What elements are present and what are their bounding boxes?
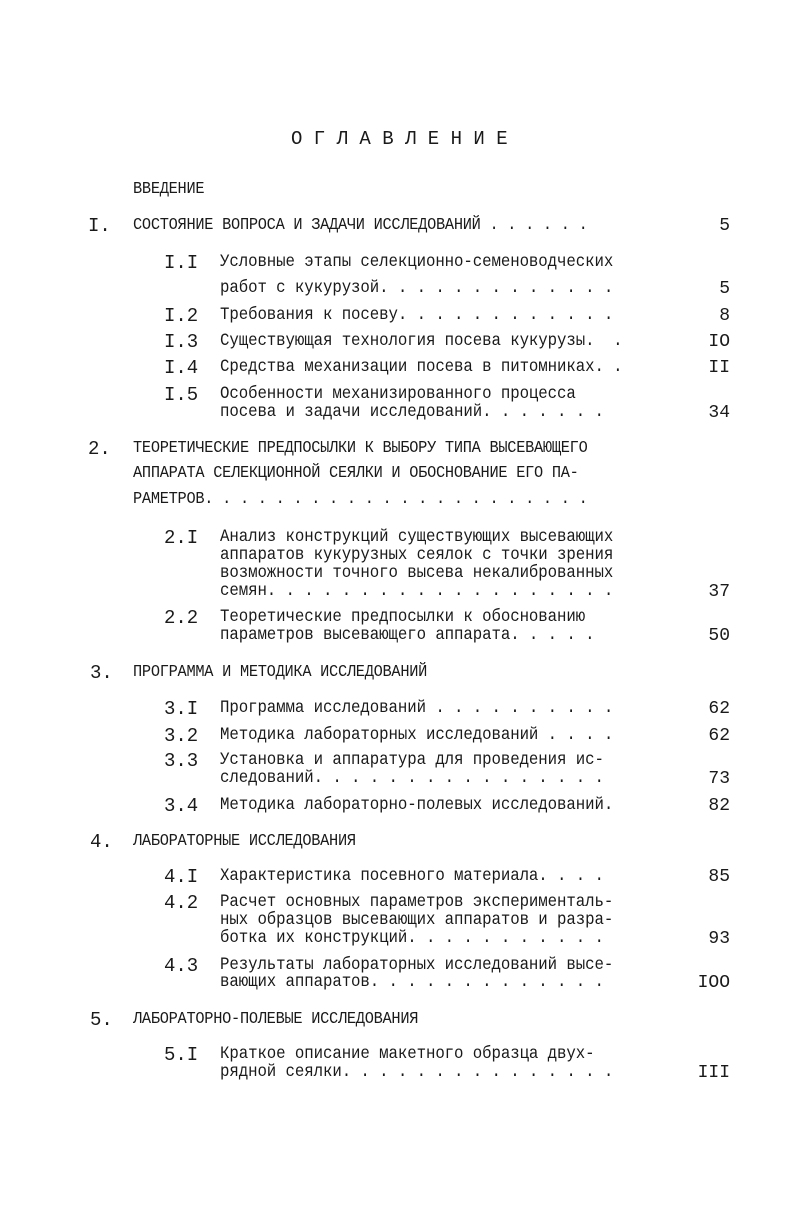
section-4-3-line-1: Результаты лабораторных исследований высе-	[220, 955, 614, 975]
section-3-1-number: 3.I	[164, 698, 199, 720]
section-2-2-line-1: Теоретические предпосылки к обоснованию	[220, 607, 586, 627]
section-2-1-line-4: семян. . . . . . . . . . . . . . . . . . .	[220, 581, 614, 601]
section-1-4-number: I.4	[164, 357, 199, 379]
section-4-2-page: 93	[708, 929, 730, 949]
section-2-2-page: 50	[708, 626, 730, 646]
section-1-5-line-1: Особенности механизированного процесса	[220, 384, 576, 404]
section-4-3-number: 4.3	[164, 955, 199, 977]
section-3-1-title: Программа исследований . . . . . . . . . .	[220, 698, 614, 718]
section-4-1-number: 4.I	[164, 866, 199, 888]
section-1-1-number: I.I	[164, 252, 199, 274]
section-1-2-page: 8	[719, 306, 730, 326]
section-3-2-number: 3.2	[164, 725, 199, 747]
section-3-4-page: 82	[708, 796, 730, 816]
intro-entry: ВВЕДЕНИЕ	[133, 180, 205, 199]
section-1-3-title: Существующая технология посева кукурузы. .	[220, 331, 623, 351]
section-2-2-line-2: параметров высевающего аппарата. . . . .	[220, 625, 595, 645]
section-3-4-number: 3.4	[164, 795, 199, 817]
section-3-1-page: 62	[708, 699, 730, 719]
section-2-1-page: 37	[708, 582, 730, 602]
section-1-2-number: I.2	[164, 305, 199, 327]
section-3-3-line-1: Установка и аппаратура для проведения ис-	[220, 750, 604, 770]
section-3-3-number: 3.3	[164, 750, 199, 772]
section-3-3-line-2: следований. . . . . . . . . . . . . . . .	[220, 768, 604, 788]
section-5-1-line-1: Краткое описание макетного образца двух-	[220, 1044, 595, 1064]
section-1-4-page: II	[708, 358, 730, 378]
section-3-2-page: 62	[708, 726, 730, 746]
section-4-2-number: 4.2	[164, 892, 199, 914]
section-1-1-line-1: Условные этапы селекционно-семеноводческих	[220, 252, 614, 272]
section-4-3-page: IOO	[697, 973, 730, 993]
section-4-3-line-2: вающих аппаратов. . . . . . . . . . . . .	[220, 972, 604, 992]
section-5-1-line-2: рядной сеялки. . . . . . . . . . . . . . .	[220, 1062, 614, 1082]
section-3-4-title: Методика лабораторно-полевых исследований.	[220, 795, 614, 815]
section-1-1-line-2: работ с кукурузой. . . . . . . . . . . . .	[220, 278, 614, 298]
section-4-2-line-2: ных образцов высевающих аппаратов и разра-	[220, 910, 614, 930]
section-5-1-page: III	[697, 1063, 730, 1083]
section-4-1-page: 85	[708, 867, 730, 887]
toc-title: ОГЛАВЛЕНИЕ	[291, 128, 520, 150]
chapter-3-title: ПРОГРАММА И МЕТОДИКА ИССЛЕДОВАНИЙ	[133, 663, 428, 682]
section-1-5-line-2: посева и задачи исследований. . . . . . .	[220, 402, 604, 422]
section-4-2-line-1: Расчет основных параметров эксперименталь-	[220, 892, 614, 912]
chapter-4-title: ЛАБОРАТОРНЫЕ ИССЛЕДОВАНИЯ	[133, 832, 356, 851]
chapter-3-number: 3.	[90, 662, 113, 684]
chapter-1-number: I.	[88, 215, 111, 237]
chapter-2-line-2: АППАРАТА СЕЛЕКЦИОННОЙ СЕЯЛКИ И ОБОСНОВАНИЕ ЕГО ПА-	[133, 464, 579, 483]
section-2-1-number: 2.I	[164, 527, 199, 549]
section-1-5-number: I.5	[164, 384, 199, 406]
section-1-2-title: Требования к посеву. . . . . . . . . . . .	[220, 305, 614, 325]
section-2-1-line-2: аппаратов кукурузных сеялок с точки зрения	[220, 545, 614, 565]
section-3-3-page: 73	[708, 769, 730, 789]
chapter-2-number: 2.	[88, 438, 111, 460]
section-3-2-title: Методика лабораторных исследований . . . .	[220, 725, 614, 745]
section-1-1-page: 5	[719, 279, 730, 299]
section-4-2-line-3: ботка их конструкций. . . . . . . . . . .	[220, 928, 604, 948]
chapter-2-line-3: РАМЕТРОВ. . . . . . . . . . . . . . . . . . . . . .	[133, 490, 588, 509]
section-2-1-line-3: возможности точного высева некалиброванных	[220, 563, 614, 583]
chapter-4-number: 4.	[90, 831, 113, 853]
chapter-1-title: СОСТОЯНИЕ ВОПРОСА И ЗАДАЧИ ИССЛЕДОВАНИЙ . . . . . .	[133, 216, 588, 235]
section-4-1-title: Характеристика посевного материала. . . .	[220, 866, 604, 886]
section-1-5-page: 34	[708, 403, 730, 423]
section-1-3-number: I.3	[164, 331, 199, 353]
section-5-1-number: 5.I	[164, 1044, 199, 1066]
chapter-1-page: 5	[719, 216, 730, 236]
section-1-4-title: Средства механизации посева в питомниках. .	[220, 357, 623, 377]
chapter-2-line-1: ТЕОРЕТИЧЕСКИЕ ПРЕДПОСЫЛКИ К ВЫБОРУ ТИПА ВЫСЕВАЮЩЕГО	[133, 439, 588, 458]
section-2-2-number: 2.2	[164, 607, 199, 629]
chapter-5-title: ЛАБОРАТОРНО-ПОЛЕВЫЕ ИССЛЕДОВАНИЯ	[133, 1010, 419, 1029]
chapter-5-number: 5.	[90, 1009, 113, 1031]
section-2-1-line-1: Анализ конструкций существующих высевающих	[220, 527, 614, 547]
section-1-3-page: IO	[708, 332, 730, 352]
